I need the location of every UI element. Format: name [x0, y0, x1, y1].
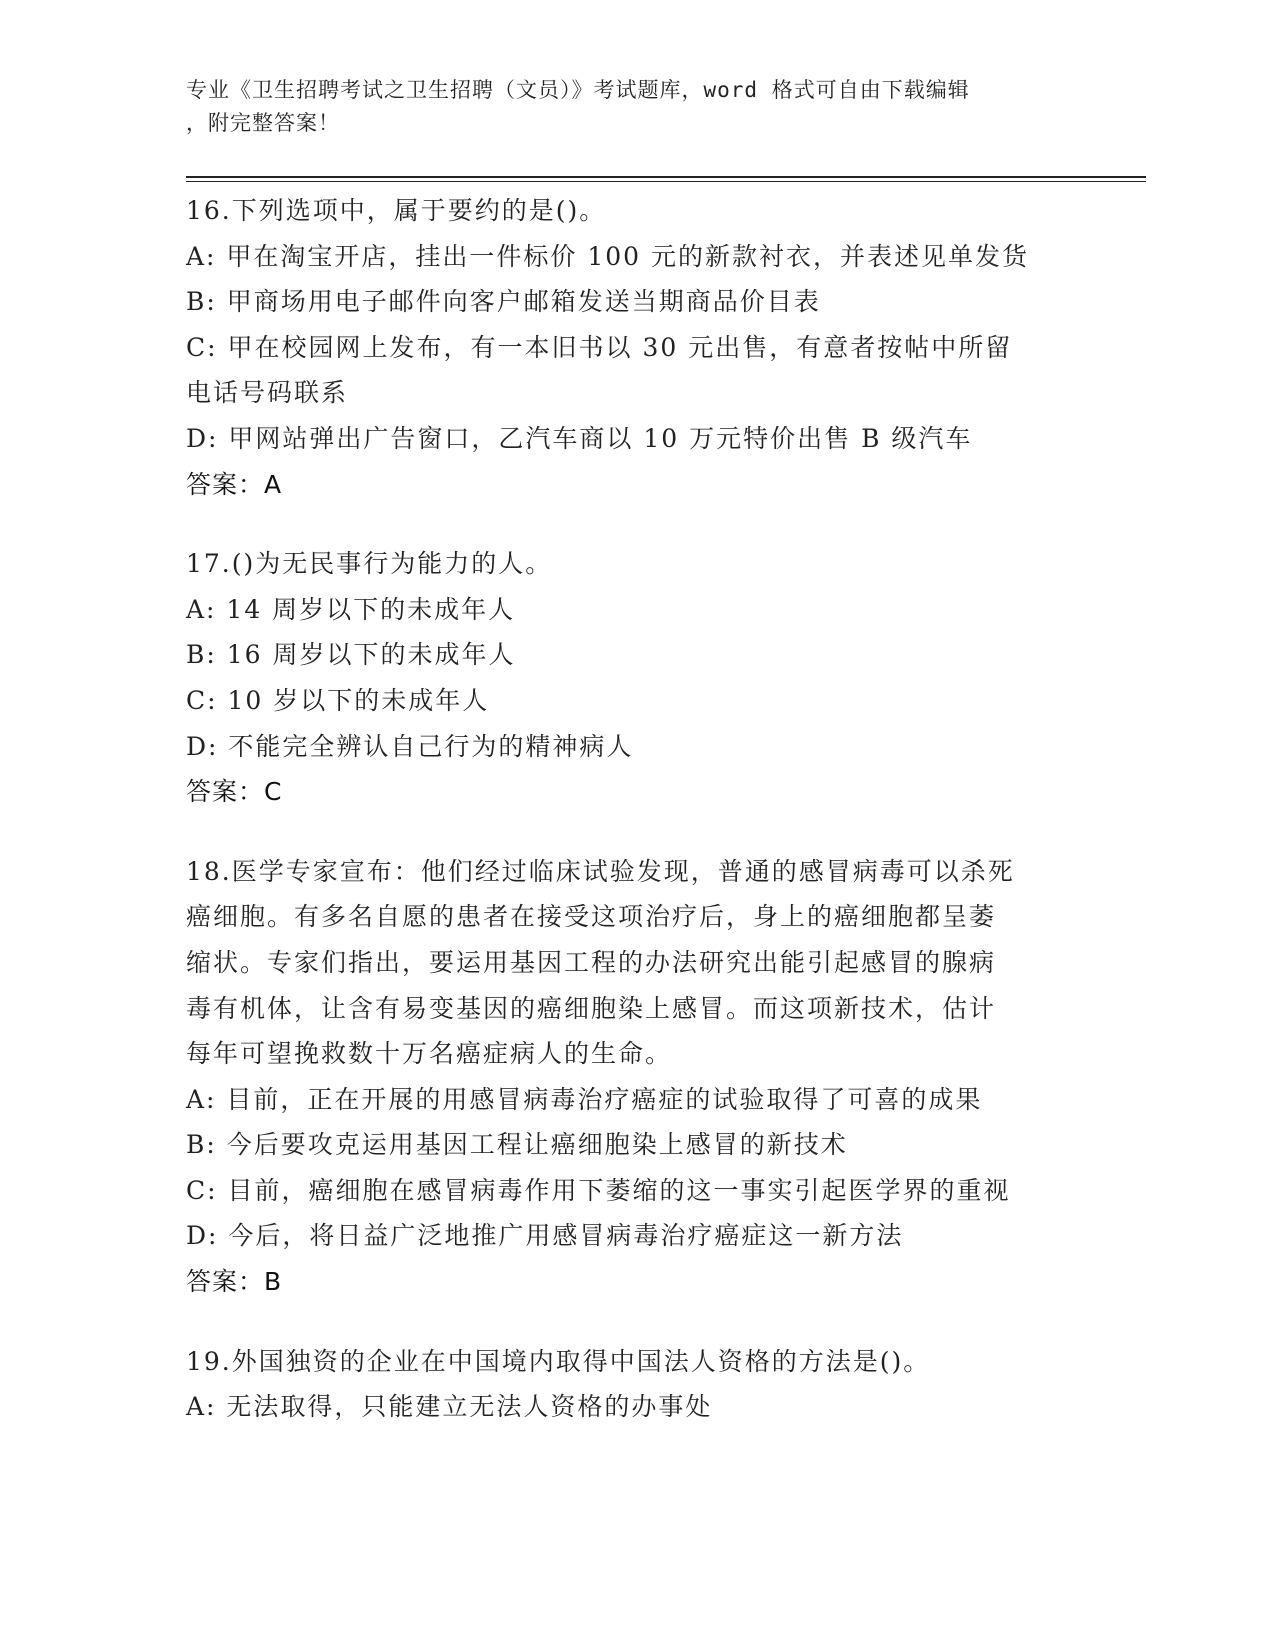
- answer-option: A: 甲在淘宝开店，挂出一件标价 100 元的新款衬衣，并表述见单发货: [186, 241, 1030, 271]
- document-header: [186, 74, 1066, 140]
- answer-key: 答案：C: [186, 777, 283, 807]
- question-stem-line: 16.下列选项中，属于要约的是()。: [186, 196, 607, 225]
- answer-option: 电话号码联系: [186, 378, 349, 408]
- header-divider-thick: [186, 176, 1146, 178]
- answer-option: C: 目前，癌细胞在感冒病毒作用下萎缩的这一事实引起医学界的重视: [186, 1175, 1011, 1205]
- answer-option: C: 10 岁以下的未成年人: [186, 685, 490, 715]
- question-stem-line: 每年可望挽救数十万名癌症病人的生命。: [186, 1039, 673, 1069]
- question-stem-line: 19.外国独资的企业在中国境内取得中国法人资格的方法是()。: [186, 1346, 931, 1376]
- question-block: [186, 541, 1086, 815]
- answer-option: A: 14 周岁以下的未成年人: [186, 594, 516, 624]
- answer-option: A: 无法取得，只能建立无法人资格的办事处: [186, 1392, 713, 1422]
- answer-option: B: 16 周岁以下的未成年人: [186, 640, 516, 670]
- header-line-2: ，附完整答案！: [186, 111, 340, 135]
- answer-option: B: 甲商场用电子邮件向客户邮箱发送当期商品价目表: [186, 287, 821, 317]
- question-block: [186, 849, 1086, 1305]
- answer-option: D: 不能完全辨认自己行为的精神病人: [186, 731, 634, 761]
- question-list: [186, 188, 1086, 1464]
- question-block: [186, 188, 1086, 507]
- question-stem-line: 毒有机体，让含有易变基因的癌细胞染上感冒。而这项新技术，估计: [186, 993, 997, 1023]
- question-stem-line: 18.医学专家宣布：他们经过临床试验发现，普通的感冒病毒可以杀死: [186, 856, 1015, 886]
- answer-key: 答案：A: [186, 469, 283, 499]
- answer-key: 答案：B: [186, 1267, 283, 1297]
- question-block: [186, 1339, 1086, 1430]
- answer-option: D: 今后，将日益广泛地推广用感冒病毒治疗癌症这一新方法: [186, 1221, 904, 1251]
- answer-option: D: 甲网站弹出广告窗口，乙汽车商以 10 万元特价出售 B 级汽车: [186, 423, 973, 453]
- question-stem-line: 17.()为无民事行为能力的人。: [186, 549, 553, 579]
- answer-option: A: 目前，正在开展的用感冒病毒治疗癌症的试验取得了可喜的成果: [186, 1084, 983, 1114]
- header-divider-thin: [186, 181, 1146, 182]
- question-stem-line: 缩状。专家们指出，要运用基因工程的办法研究出能引起感冒的腺病: [186, 947, 997, 977]
- header-line-1: 专业《卫生招聘考试之卫生招聘（文员）》考试题库，word 格式可自由下载编辑: [186, 78, 970, 102]
- question-stem-line: 癌细胞。有多名自愿的患者在接受这项治疗后，身上的癌细胞都呈萎: [186, 902, 997, 932]
- answer-option: B: 今后要攻克运用基因工程让癌细胞染上感冒的新技术: [186, 1130, 848, 1160]
- answer-option: C: 甲在校园网上发布，有一本旧书以 30 元出售，有意者按帖中所留: [186, 332, 1013, 362]
